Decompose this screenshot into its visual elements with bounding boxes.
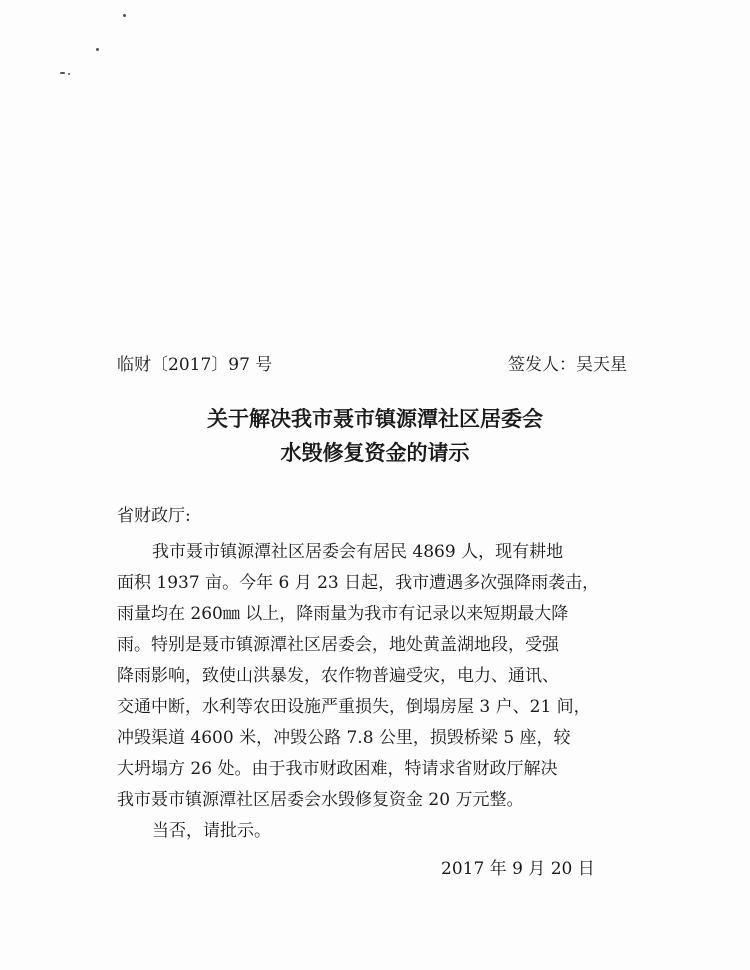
- scan-speck: [60, 72, 65, 74]
- scan-speck: [123, 14, 126, 17]
- scan-speck: [68, 73, 70, 75]
- document-header: [117, 350, 627, 378]
- document-date: 2017 年 9 月 20 日: [441, 859, 595, 879]
- document-title-line-1: 关于解决我市聂市镇源潭社区居委会: [207, 406, 543, 431]
- document-title-line-2: 水毁修复资金的请示: [280, 440, 470, 465]
- body-line: 交通中断，水利等农田设施严重损失，倒塌房屋 3 户、21 间，: [117, 697, 591, 717]
- closing-line: 当否，请批示。: [152, 821, 271, 841]
- body-line: 冲毁渠道 4600 米，冲毁公路 7.8 公里，损毁桥梁 5 座，较: [117, 728, 571, 748]
- signer: 签发人：吴天星: [508, 355, 627, 375]
- body-line: 雨量均在 260㎜ 以上，降雨量为我市有记录以来短期最大降: [117, 604, 569, 624]
- body-line: 我市聂市镇源潭社区居委会水毁修复资金 20 万元整。: [117, 790, 524, 810]
- document-number: 临财〔2017〕97 号: [117, 355, 273, 375]
- recipient: 省财政厅:: [117, 506, 191, 526]
- body-line: 降雨影响，致使山洪暴发，农作物普遍受灾，电力、通讯、: [117, 666, 559, 686]
- scan-speck: [96, 48, 99, 51]
- body-line: 我市聂市镇源潭社区居委会有居民 4869 人，现有耕地: [152, 542, 564, 562]
- body-line: 大坍塌方 26 处。由于我市财政困难，特请求省财政厅解决: [117, 759, 558, 779]
- body-line: 面积 1937 亩。今年 6 月 23 日起，我市遭遇多次强降雨袭击，: [117, 573, 600, 593]
- body-line: 雨。特别是聂市镇源潭社区居委会，地处黄盖湖地段，受强: [117, 635, 559, 655]
